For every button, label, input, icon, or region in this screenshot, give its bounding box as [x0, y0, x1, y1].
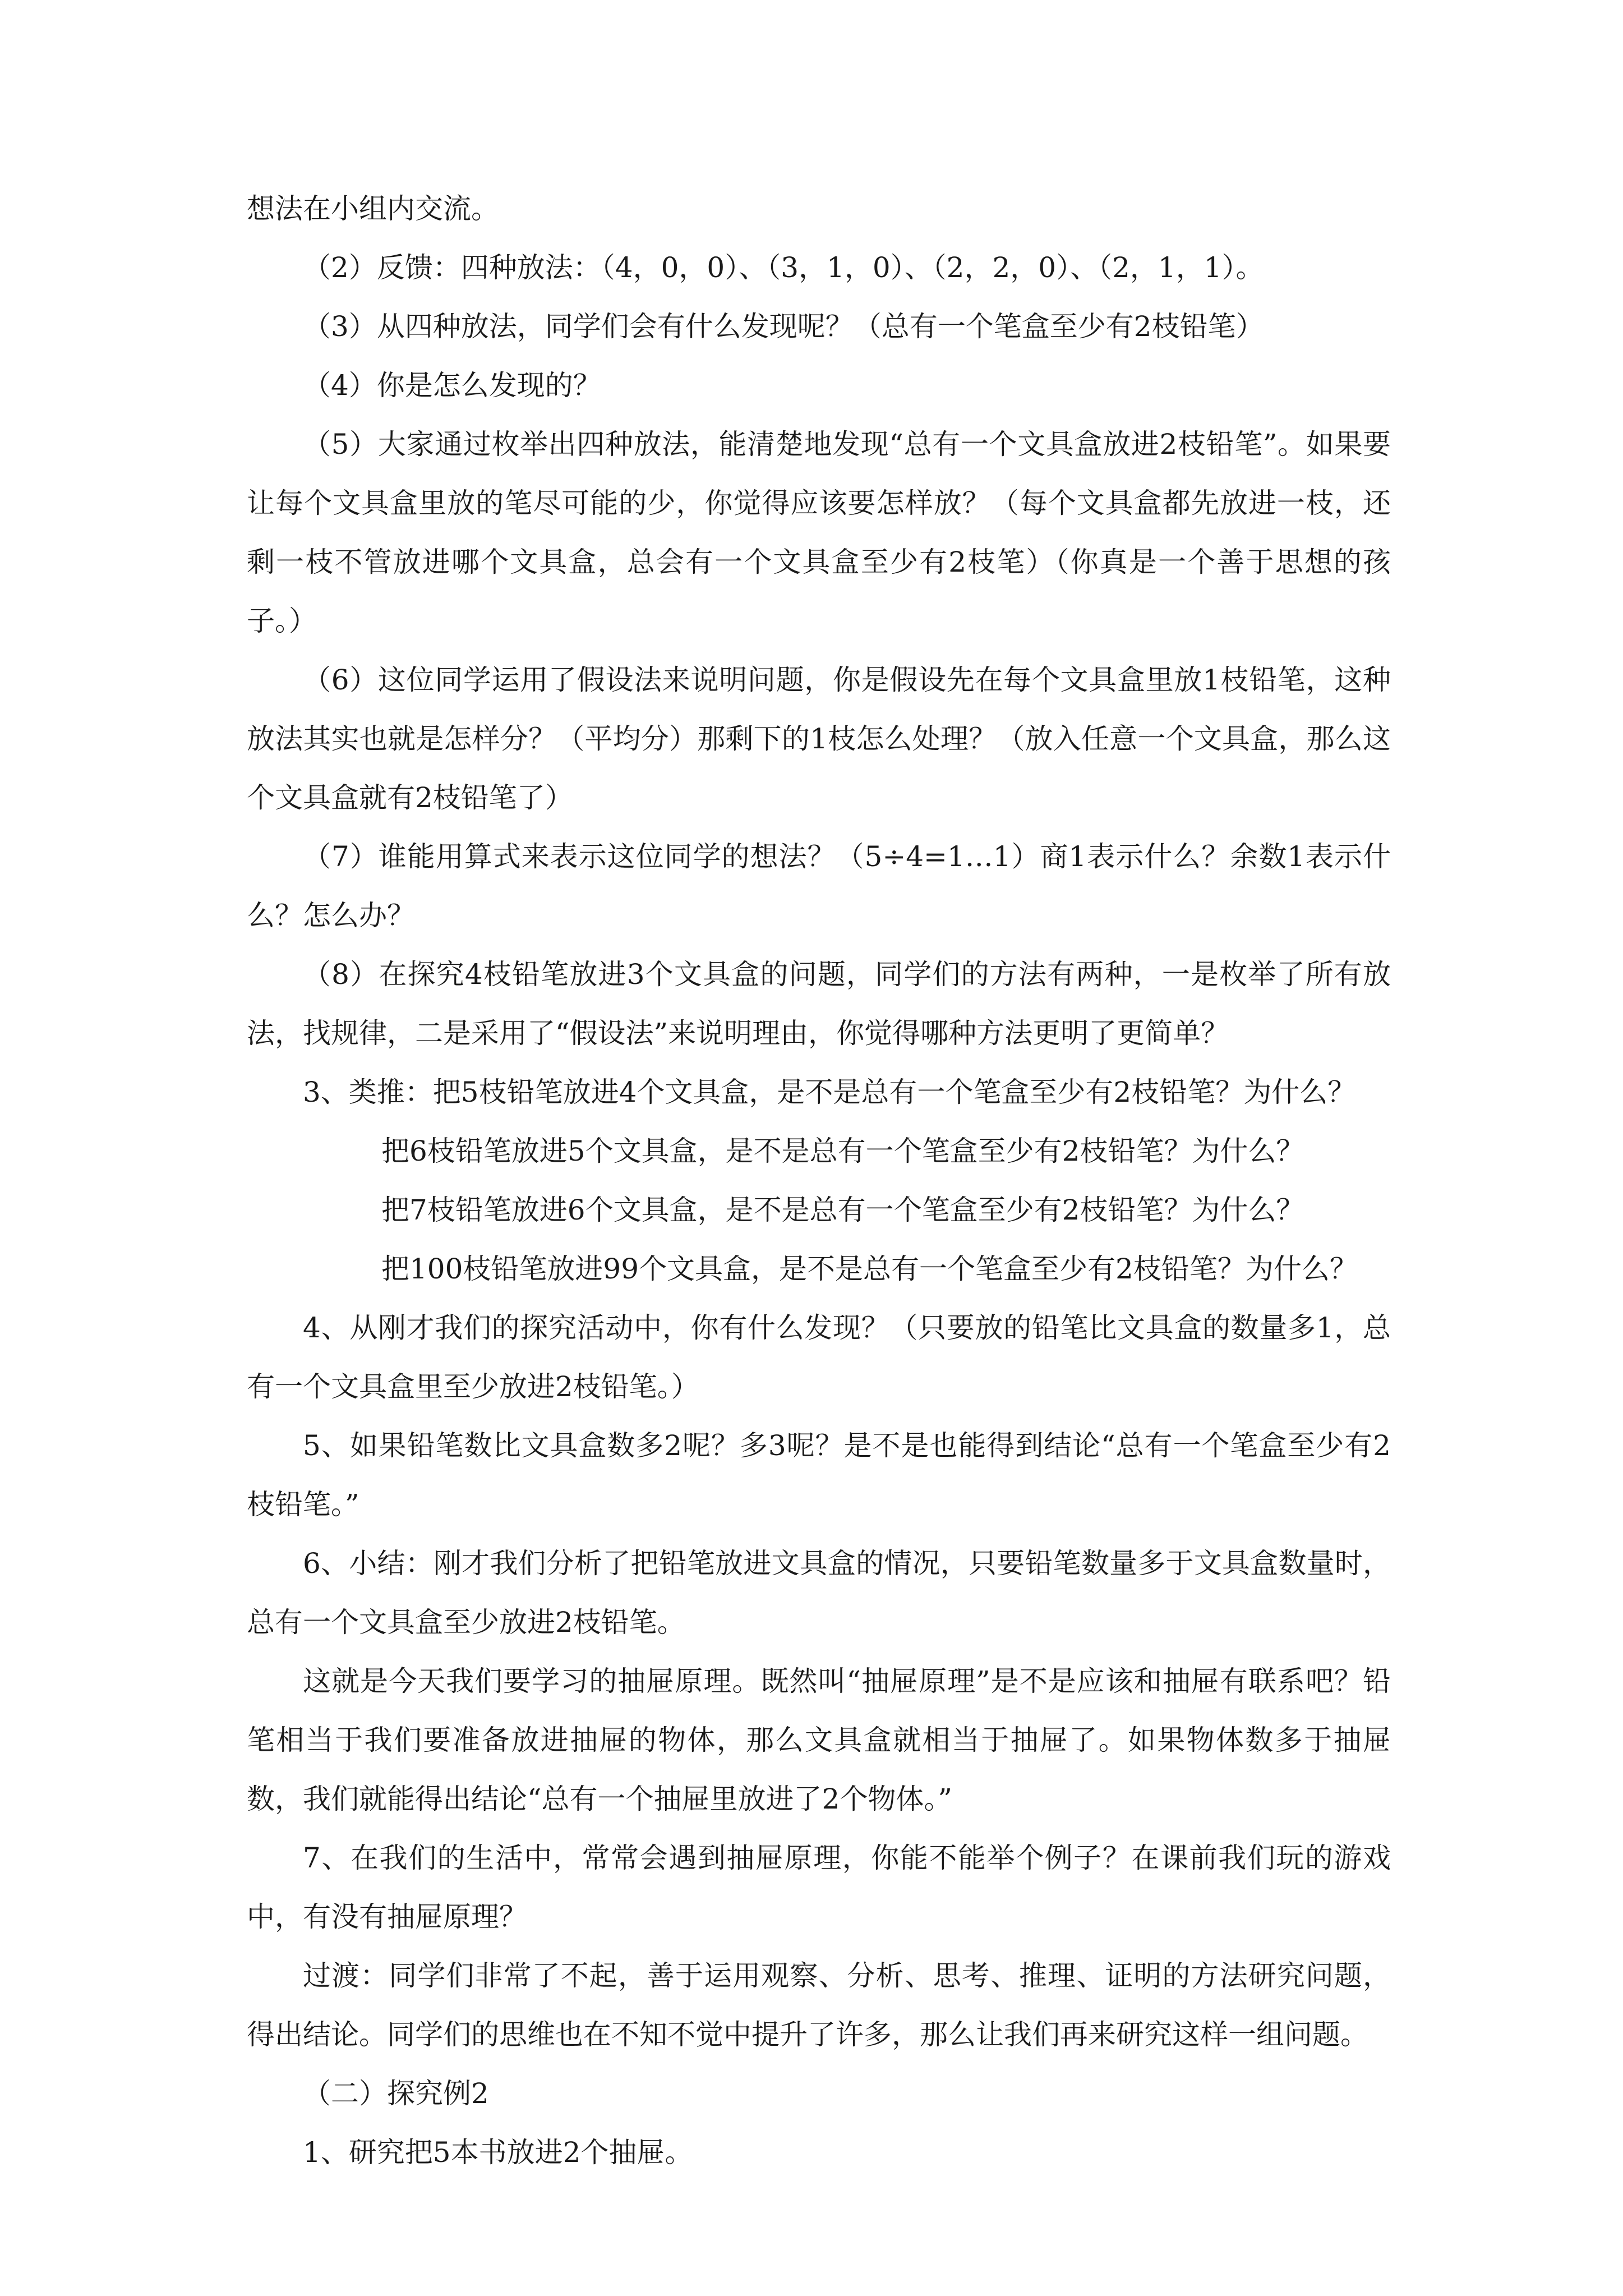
- paragraph-14: 5、如果铅笔数比文具盒数多2呢？多3呢？是不是也能得到结论“总有一个笔盒至少有2枝铅笔。”: [247, 1429, 1391, 1521]
- paragraph-12: 把100枝铅笔放进99个文具盒，是不是总有一个笔盒至少有2枝铅笔？为什么？: [381, 1253, 1358, 1285]
- paragraph-2: （2）反馈：四种放法：（4，0，0）、（3，1，0）、（2，2，0）、（2，1，1）。: [303, 251, 1264, 284]
- paragraph-5: （5）大家通过枚举出四种放法，能清楚地发现“总有一个文具盒放进2枝铅笔”。如果要让每个文具盒里放的笔尽可能的少，你觉得应该要怎样放？（每个文具盒都先放进一枝，还剩一枝不管放进哪个文具盒，总会有一个文具盒至少有2枝笔）（你真是一个善于思想的孩子。）: [247, 428, 1391, 637]
- paragraph-7: （7）谁能用算式来表示这位同学的想法？（5÷4=1…1）商1表示什么？余数1表示什么？怎么办？: [247, 840, 1391, 932]
- paragraph-10: 把6枝铅笔放进5个文具盒，是不是总有一个笔盒至少有2枝铅笔？为什么？: [381, 1135, 1304, 1167]
- document-page: [247, 180, 1391, 2182]
- paragraph-3: （3）从四种放法，同学们会有什么发现呢？（总有一个笔盒至少有2枝铅笔）: [303, 310, 1264, 343]
- paragraph-16: 这就是今天我们要学习的抽屉原理。既然叫“抽屉原理”是不是应该和抽屉有联系吧？铅笔相当于我们要准备放进抽屉的物体，那么文具盒就相当于抽屉了。如果物体数多于抽屉数，我们就能得出结论“总有一个抽屉里放进了2个物体。”: [247, 1665, 1391, 1815]
- paragraph-8: （8）在探究4枝铅笔放进3个文具盒的问题，同学们的方法有两种，一是枚举了所有放法，找规律，二是采用了“假设法”来说明理由，你觉得哪种方法更明了更简单？: [247, 958, 1391, 1050]
- paragraph-4: （4）你是怎么发现的？: [303, 369, 601, 402]
- paragraph-17: 7、在我们的生活中，常常会遇到抽屉原理，你能不能举个例子？在课前我们玩的游戏中，有没有抽屉原理？: [247, 1842, 1391, 1933]
- paragraph-20: 1、研究把5本书放进2个抽屉。: [303, 2136, 693, 2169]
- paragraph-13: 4、从刚才我们的探究活动中，你有什么发现？（只要放的铅笔比文具盒的数量多1，总有一个文具盒里至少放进2枝铅笔。）: [247, 1312, 1391, 1403]
- paragraph-11: 把7枝铅笔放进6个文具盒，是不是总有一个笔盒至少有2枝铅笔？为什么？: [381, 1194, 1304, 1226]
- paragraph-9: 3、类推：把5枝铅笔放进4个文具盒，是不是总有一个笔盒至少有2枝铅笔？为什么？: [303, 1076, 1356, 1108]
- paragraph-6: （6）这位同学运用了假设法来说明问题，你是假设先在每个文具盒里放1枝铅笔，这种放法其实也就是怎样分？（平均分）那剩下的1枝怎么处理？（放入任意一个文具盒，那么这个文具盒就有2枝铅笔了）: [247, 664, 1391, 814]
- paragraph-15: 6、小结：刚才我们分析了把铅笔放进文具盒的情况，只要铅笔数量多于文具盒数量时，总有一个文具盒至少放进2枝铅笔。: [247, 1547, 1391, 1639]
- paragraph-19: （二）探究例2: [303, 2077, 489, 2110]
- paragraph-1: 想法在小组内交流。: [247, 192, 499, 225]
- paragraph-18: 过渡：同学们非常了不起，善于运用观察、分析、思考、推理、证明的方法研究问题，得出结论。同学们的思维也在不知不觉中提升了许多，那么让我们再来研究这样一组问题。: [247, 1959, 1391, 2051]
